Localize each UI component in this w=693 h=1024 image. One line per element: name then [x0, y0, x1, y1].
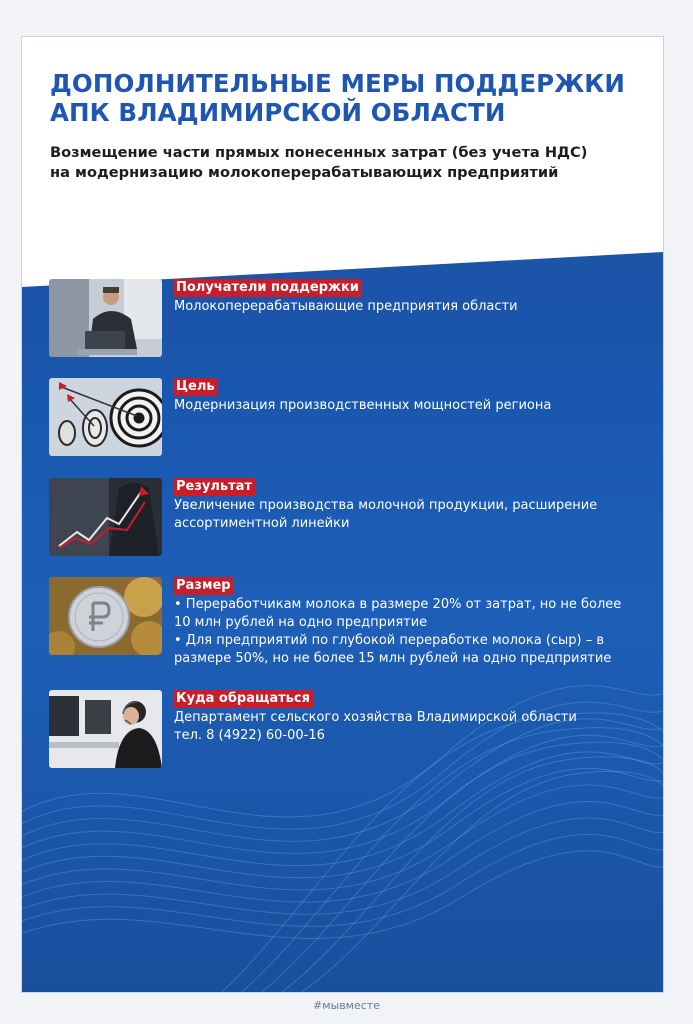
- page-title: ДОПОЛНИТЕЛЬНЫЕ МЕРЫ ПОДДЕРЖКИ АПК ВЛАДИМИРСКОЙ ОБЛАСТИ: [50, 69, 626, 127]
- section-text: Молокоперерабатывающие предприятия области: [174, 299, 518, 314]
- target-darts-icon: [49, 378, 162, 456]
- ruble-coins-icon: [49, 577, 162, 655]
- section-text: Департамент сельского хозяйства Владимирской области тел. 8 (4922) 60-00-16: [174, 710, 577, 743]
- section-label: Куда обращаться: [173, 690, 313, 708]
- section-label: Результат: [173, 478, 255, 496]
- section-label: Размер: [173, 577, 234, 595]
- section-contacts: [49, 690, 649, 770]
- call-center-icon: [49, 690, 162, 768]
- poster: [22, 37, 663, 992]
- footer-hashtag: #мывместе: [313, 999, 380, 1012]
- section-label: Цель: [173, 378, 218, 396]
- section-label: Получатели поддержки: [173, 279, 362, 297]
- section-text: Модернизация производственных мощностей региона: [174, 398, 552, 413]
- section-amount: [49, 577, 649, 677]
- businessman-laptop-icon: [49, 279, 162, 357]
- section-result: [49, 478, 649, 558]
- section-text: • Переработчикам молока в размере 20% от затрат, но не более 10 млн рублей на одно предприятие • Для предприятий по глубокой переработке молока (сыр) – в размере 50%, но не более 15 млн рублей на одно предприятие: [174, 597, 622, 666]
- section-recipients: [49, 279, 649, 359]
- section-goal: [49, 378, 649, 458]
- page-subtitle: Возмещение части прямых понесенных затрат (без учета НДС) на модернизацию молокоперерабатывающих предприятий: [50, 144, 588, 181]
- section-text: Увеличение производства молочной продукции, расширение ассортиментной линейки: [174, 498, 598, 531]
- growth-chart-icon: [49, 478, 162, 556]
